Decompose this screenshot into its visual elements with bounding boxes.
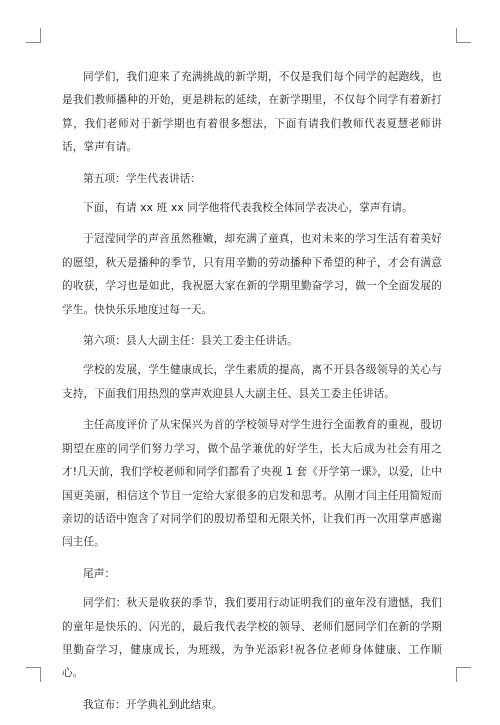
paragraph-closing-speech: 同学们：秋天是收获的季节，我们要用行动证明我们的童年没有遗憾，我们的童年是快乐的、闪光的，最后我代表学校的领导、老师们愿同学们在新的学期里勤奋学习，健康成长，为班级，为争光添彩!祝各位老师身体健康、工作顺心。 — [62, 597, 442, 680]
paragraph-ceremony-end: 我宣布：开学典礼到此结束。 — [83, 698, 223, 711]
paragraph-student-intro: 下面，有请 xx 班 xx 同学他将代表我校全体同学表决心，掌声有请。 — [83, 202, 413, 215]
section-heading-item-5: 第五项：学生代表讲话： — [83, 172, 202, 185]
crop-mark-top-right — [456, 28, 471, 43]
document-body — [62, 66, 442, 725]
section-heading-item-6: 第六项：县人大副主任：县关工委主任讲话。 — [83, 335, 298, 348]
paragraph-leader-intro: 学校的发展，学生健康成长，学生素质的提高，离不开县各级领导的关心与支持，下面我们用热烈的掌声欢迎县人大副主任、县关工委主任讲话。 — [62, 364, 442, 400]
crop-mark-top-left — [26, 28, 41, 43]
paragraph-leader-remarks: 主任高度评价了从宋保兴为首的学校领导对学生进行全面教育的重视，殷切期望在座的同学们努力学习，做个品学兼优的好学生，长大后成为社会有用之才!几天前，我们学校老师和同学们都看了央视 1 套《开学第一课》，以爱，让中国更美丽，相信这个节目一定给大家很多的启发和思考。从刚才闫主任用简短而亲切的话语中饱含了对同学们的殷切希望和无限关怀，让我们再一次用掌声感谢闫主任。 — [62, 419, 442, 549]
paragraph-student-remarks: 于冠滢同学的声音虽然稚嫩，却充满了童真，也对未来的学习生活有着美好的愿望，秋天是播种的季节，只有用辛勤的劳动播种下希望的种子，才会有满意的收获，学习也是如此，我祝愿大家在新的学期里勤奋学习，做一个全面发展的学生。快快乐乐地度过每一天。 — [62, 233, 442, 316]
crop-mark-bottom-right — [456, 667, 471, 682]
crop-mark-bottom-left — [26, 667, 41, 682]
paragraph-teacher-intro: 同学们，我们迎来了充满挑战的新学期，不仅是我们每个同学的起跑线，也是我们教师播种的开始，更是耕耘的延续，在新学期里，不仅每个同学有着新打算，我们老师对于新学期也有着很多想法，下面有请我们教师代表夏慧老师讲话，掌声有请。 — [62, 71, 442, 154]
section-heading-closing: 尾声： — [83, 567, 116, 580]
